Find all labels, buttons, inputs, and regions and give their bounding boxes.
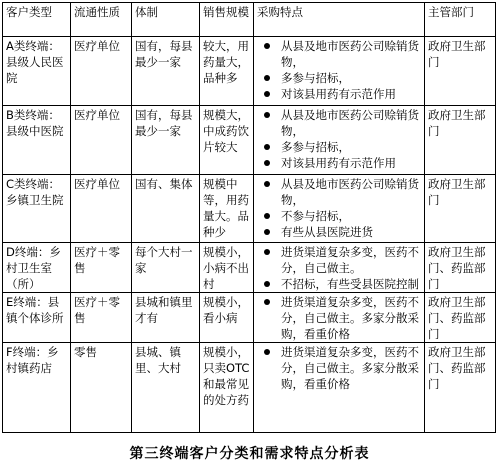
- cell-nature: 零售: [71, 343, 132, 433]
- bullet-icon: [264, 144, 270, 150]
- cell-nature: 医疗＋零售: [71, 293, 132, 343]
- cell-system: 县城、镇里、大村: [132, 343, 200, 433]
- bullet-icon: [264, 281, 270, 287]
- procurement-text: 有些从县医院进货: [281, 225, 373, 239]
- list-item: [257, 224, 422, 240]
- cell-procurement: [254, 343, 425, 433]
- list-item: [257, 176, 422, 208]
- cell-procurement: [254, 106, 425, 175]
- cell-department: 政府卫生部门: [425, 106, 496, 175]
- procurement-text: 进货渠道复杂多变，医药不分，自己做主。多家分散采购，看重价格: [281, 295, 419, 341]
- cell-sales-scale: 规模大，中成药饮片较大: [200, 106, 254, 175]
- bullet-icon: [264, 299, 270, 305]
- cell-system: 县城和镇里才有: [132, 293, 200, 343]
- bullet-icon: [264, 229, 270, 235]
- bullet-icon: [264, 213, 270, 219]
- cell-system: 每个大村一家: [132, 243, 200, 293]
- table-row: [3, 343, 496, 433]
- header-customer-type: 客户类型: [3, 3, 71, 37]
- cell-department: 政府卫生部门、药监部门: [425, 293, 496, 343]
- bullet-icon: [264, 75, 270, 81]
- procurement-list: [257, 294, 422, 342]
- header-sales-scale: 销售规模: [200, 3, 254, 37]
- cell-procurement: [254, 37, 425, 106]
- bullet-icon: [264, 160, 270, 166]
- list-item: [257, 208, 422, 224]
- procurement-list: [257, 176, 422, 240]
- bullet-icon: [264, 181, 270, 187]
- procurement-text: 对该县用药有示范作用: [281, 87, 396, 101]
- cell-customer-type: D终端：乡村卫生室（所）: [3, 243, 71, 293]
- procurement-text: 进货渠道复杂多变，医药不分，自己做主。多家分散采购，看重价格: [281, 345, 419, 391]
- list-item: [257, 107, 422, 139]
- list-item: [257, 139, 422, 155]
- cell-nature: 医疗单位: [71, 37, 132, 106]
- cell-customer-type: F终端：乡村镇药店: [3, 343, 71, 433]
- header-system: 体制: [132, 3, 200, 37]
- procurement-text: 从县及地市医药公司赊销货物，: [281, 39, 419, 69]
- table-row: [3, 37, 496, 106]
- cell-nature: 医疗＋零售: [71, 243, 132, 293]
- cell-system: 国有，每县最少一家: [132, 37, 200, 106]
- cell-system: 国有，每县最少一家: [132, 106, 200, 175]
- cell-procurement: [254, 175, 425, 243]
- cell-sales-scale: 规模小，只卖OTC和最常见的处方药: [200, 343, 254, 433]
- cell-department: 政府卫生部门、药监部门: [425, 243, 496, 293]
- procurement-text: 多参与招标，: [281, 71, 350, 85]
- table-row: [3, 175, 496, 243]
- list-item: [257, 155, 422, 171]
- table-row: [3, 243, 496, 293]
- list-item: [257, 38, 422, 70]
- list-item: [257, 294, 422, 342]
- cell-department: 政府卫生部门、药监部门: [425, 343, 496, 433]
- cell-procurement: [254, 243, 425, 293]
- cell-customer-type: A类终端：县级人民医院: [3, 37, 71, 106]
- header-department: 主管部门: [425, 3, 496, 37]
- cell-sales-scale: 规模小，小病不出村: [200, 243, 254, 293]
- procurement-list: [257, 244, 422, 292]
- cell-customer-type: B类终端：县级中医院: [3, 106, 71, 175]
- list-item: [257, 276, 422, 292]
- customer-analysis-table: [2, 2, 496, 433]
- table-row: [3, 106, 496, 175]
- header-nature: 流通性质: [71, 3, 132, 37]
- list-item: [257, 344, 422, 392]
- procurement-list: [257, 107, 422, 171]
- cell-department: 政府卫生部门: [425, 37, 496, 106]
- cell-nature: 医疗单位: [71, 175, 132, 243]
- cell-sales-scale: 规模小，看小病: [200, 293, 254, 343]
- procurement-text: 不参与招标，: [281, 209, 350, 223]
- bullet-icon: [264, 43, 270, 49]
- cell-procurement: [254, 293, 425, 343]
- procurement-text: 进货渠道复杂多变，医药不分，自己做主。: [281, 245, 419, 275]
- cell-sales-scale: 较大，用药量大，品种多: [200, 37, 254, 106]
- cell-customer-type: C类终端：乡镇卫生院: [3, 175, 71, 243]
- header-procurement: 采购特点: [254, 3, 425, 37]
- cell-customer-type: E终端：县镇个体诊所: [3, 293, 71, 343]
- list-item: [257, 70, 422, 86]
- procurement-list: [257, 38, 422, 102]
- procurement-text: 不招标，有些受县医院控制: [281, 277, 419, 291]
- cell-department: 政府卫生部门: [425, 175, 496, 243]
- bullet-icon: [264, 91, 270, 97]
- bullet-icon: [264, 249, 270, 255]
- cell-system: 国有、集体: [132, 175, 200, 243]
- table-row: [3, 293, 496, 343]
- procurement-text: 多参与招标，: [281, 140, 350, 154]
- procurement-list: [257, 344, 422, 392]
- cell-sales-scale: 规模中等，用药量大。品种少: [200, 175, 254, 243]
- bullet-icon: [264, 349, 270, 355]
- procurement-text: 从县及地市医药公司赊销货物，: [281, 177, 419, 207]
- header-row: [3, 3, 496, 37]
- list-item: [257, 244, 422, 276]
- procurement-text: 对该县用药有示范作用: [281, 156, 396, 170]
- procurement-text: 从县及地市医药公司赊销货物，: [281, 108, 419, 138]
- table-caption: 第三终端客户分类和需求特点分析表: [129, 446, 370, 462]
- list-item: [257, 86, 422, 102]
- bullet-icon: [264, 112, 270, 118]
- cell-nature: 医疗单位: [71, 106, 132, 175]
